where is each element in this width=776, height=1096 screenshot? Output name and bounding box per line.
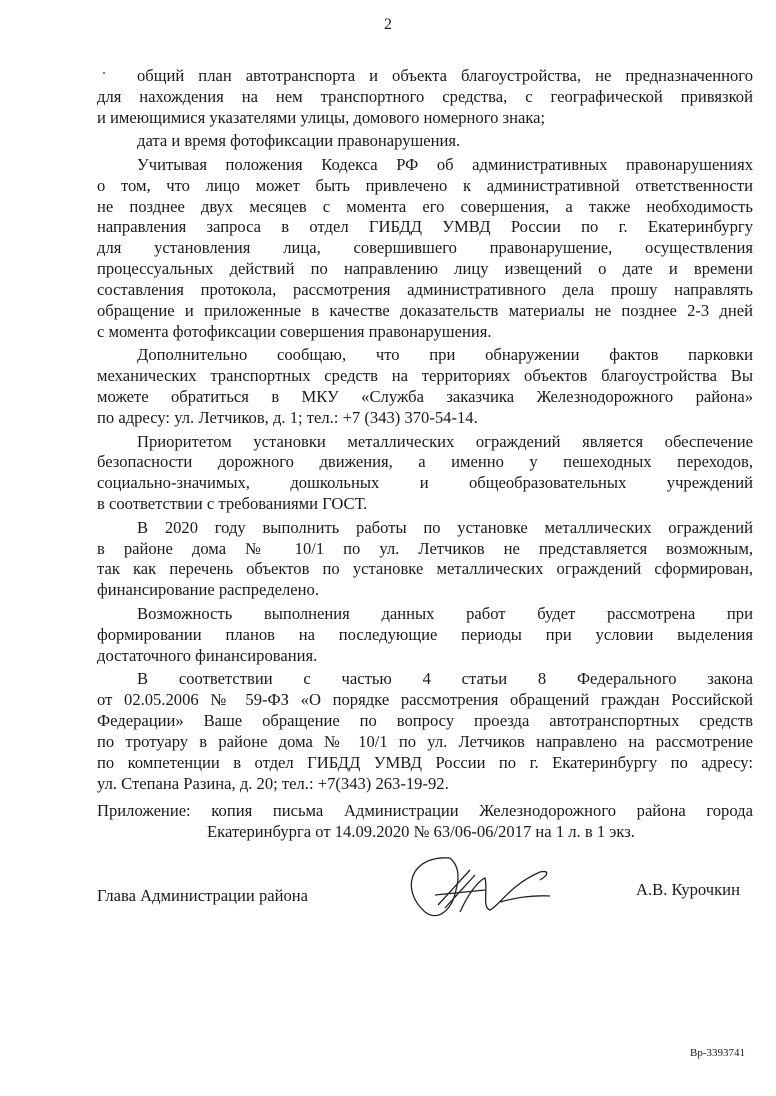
text-line: в районе дома № 10/1 по ул. Летчиков не представляется возможным, [97, 538, 753, 558]
attachment-note [97, 800, 753, 843]
paragraph [97, 155, 753, 343]
paragraph [97, 604, 753, 667]
text-line: о том, что лицо может быть привлечено к административной ответственности [97, 175, 753, 195]
text-line: по тротуару в районе дома № 10/1 по ул. Летчиков направлено на рассмотрение [97, 731, 753, 751]
text-line: с момента фотофиксации совершения правонарушения. [97, 321, 492, 341]
text-line: В 2020 году выполнить работы по установке металлических ограждений [137, 517, 753, 537]
attachment-line-2: Екатеринбурга от 14.09.2020 № 63/06-06/2017 на 1 л. в 1 экз. [207, 821, 635, 841]
attachment-line-1: Приложение: копия письма Администрации Железнодорожного района города [97, 801, 753, 820]
text-line: общий план автотранспорта и объекта благоустройства, не предназначенного [137, 66, 753, 85]
paragraph [97, 131, 753, 152]
text-line: Федерации» Ваше обращение по вопросу проезда автотранспортных средств [97, 710, 753, 730]
paragraph [97, 345, 753, 429]
text-line: механических транспортных средств на территориях объектов благоустройства Вы [97, 366, 753, 386]
text-line: для установления лица, совершившего правонарушение, осуществления [97, 238, 753, 258]
text-line: дата и время фотофиксации правонарушения. [137, 131, 461, 151]
signatory-name: А.В. Курочкин [636, 880, 740, 899]
paragraph [97, 669, 753, 794]
text-line: от 02.05.2006 № 59-ФЗ «О порядке рассмотрения обращений граждан Российской [97, 689, 753, 709]
text-line: так как перечень объектов по установке металлических ограждений сформирован, [97, 559, 753, 579]
text-line: можете обратиться в МКУ «Служба заказчика Железнодорожного района» [97, 387, 753, 407]
signatory-position: Глава Администрации района [97, 886, 309, 905]
text-line: для нахождения на нем транспортного средства, с географической привязкой [97, 86, 753, 106]
paragraph [97, 432, 753, 516]
text-line: Возможность выполнения данных работ будет рассмотрена при [137, 603, 753, 623]
handwritten-signature [390, 850, 560, 930]
paragraph [97, 66, 753, 129]
text-line: достаточного финансирования. [97, 645, 318, 665]
text-line: по адресу: ул. Летчиков, д. 1; тел.: +7 (343) 370-54-14. [97, 408, 478, 428]
text-line: В соответствии с частью 4 статьи 8 Федерального закона [137, 669, 753, 689]
text-line: направления запроса в отдел ГИБДД УМВД России по г. Екатеринбургу [97, 217, 753, 237]
text-line: формировании планов на последующие периоды при условии выделения [97, 624, 753, 644]
text-line: не позднее двух месяцев с момента его совершения, а также необходимость [97, 196, 753, 216]
text-line: Учитывая положения Кодекса РФ об административных правонарушениях [137, 154, 753, 174]
page-number: 2 [384, 16, 392, 33]
text-line: обращение и приложенные в качестве доказательств материалы не позднее 2-3 дней [97, 300, 753, 320]
document-code: Вр-3393741 [690, 1047, 745, 1059]
text-line: финансирование распределено. [97, 580, 319, 600]
paragraph [97, 518, 753, 602]
text-line: социально-значимых, дошкольных и общеобразовательных учреждений [97, 473, 753, 493]
letter-body [97, 66, 753, 797]
text-line: и имеющимися указателями улицы, домового номерного знака; [97, 107, 546, 127]
text-line: по компетенции в отдел ГИБДД УМВД России по г. Екатеринбургу по адресу: [97, 752, 753, 772]
text-line: Дополнительно сообщаю, что при обнаружении фактов парковки [137, 345, 753, 365]
text-line: Приоритетом установки металлических ограждений является обеспечение [137, 431, 753, 451]
text-line: процессуальных действий по направлению лицу извещений о дате и времени [97, 259, 753, 279]
text-line: безопасности дорожного движения, а именно у пешеходных переходов, [97, 452, 753, 472]
text-line: ул. Степана Разина, д. 20; тел.: +7(343) 263-19-92. [97, 773, 449, 793]
text-line: составления протокола, рассмотрения административного дела прошу направлять [97, 280, 753, 300]
text-line: в соответствии с требованиями ГОСТ. [97, 494, 368, 514]
